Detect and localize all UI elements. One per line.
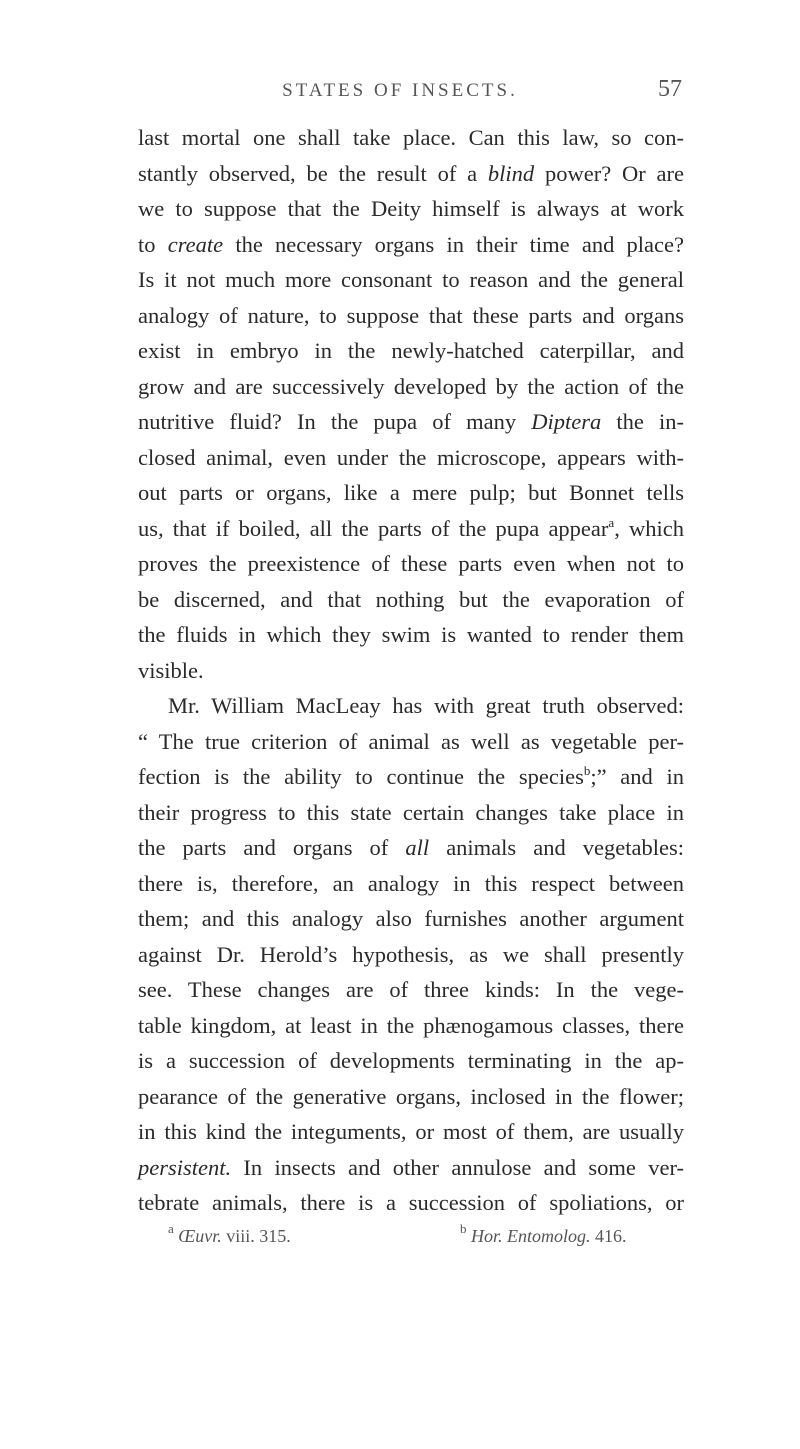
text-line: us, that if boiled, all the parts of the pupa appear$^a$, which — [138, 514, 684, 541]
emphasis: persistent. — [138, 1154, 232, 1180]
text-line: proves the preexistence of these parts even when not to — [138, 551, 684, 576]
text-line: nutritive fluid? In the pupa of many Diptera the in- — [138, 409, 684, 434]
footnote-a — [168, 1221, 291, 1247]
text-line: see. These changes are of three kinds: In the vege- — [138, 977, 684, 1002]
emphasis: Diptera — [531, 409, 602, 434]
text-line: their progress to this state certain changes take place in — [138, 799, 684, 825]
footnote-a-source: Œuvr. — [178, 1226, 222, 1246]
text-line: to create the necessary organs in their time and place? — [138, 231, 684, 257]
footnote-mark-b: b — [460, 1221, 467, 1236]
text-line: the parts and organs of all animals and vegetables: — [138, 835, 684, 860]
text-line: table kingdom, at least in the phænogamous classes, there — [138, 1012, 684, 1038]
running-head-title: STATES OF INSECTS. — [282, 80, 518, 101]
text-line: out parts or organs, like a mere pulp; but Bonnet tells — [138, 480, 684, 505]
text-line: there is, therefore, an analogy in this respect between — [138, 870, 684, 896]
text-line: pearance of the generative organs, inclosed in the flower; — [138, 1083, 684, 1109]
text-line: last mortal one shall take place. Can this law, so con- — [138, 125, 684, 150]
footnote-a-ref: viii. 315. — [221, 1226, 291, 1246]
text-line: we to suppose that the Deity himself is always at work — [138, 196, 684, 221]
text-line: exist in embryo in the newly-hatched caterpillar, and — [138, 338, 684, 363]
footnote-b-source: Hor. Entomolog. — [471, 1226, 591, 1246]
footnotes — [0, 1221, 800, 1256]
body-text — [138, 120, 684, 1221]
footnote-ref-b: b — [583, 763, 591, 778]
text-line: “ The true criterion of animal as well as vegetable per- — [138, 728, 684, 754]
footnote-ref-a: a — [608, 514, 615, 530]
text-line: fection is the ability to continue the species$^b$;” and in — [138, 763, 684, 789]
text-line: analogy of nature, to suppose that these parts and organs — [138, 302, 684, 328]
text-line: be discerned, and that nothing but the evaporation of — [138, 586, 684, 612]
text-line: against Dr. Herold’s hypothesis, as we shall presently — [138, 941, 684, 967]
text-line: persistent. In insects and other annulose and some ver- — [138, 1154, 684, 1180]
text-line: closed animal, even under the microscope, appears with- — [138, 444, 684, 470]
running-head — [0, 76, 800, 110]
text-line: them; and this analogy also furnishes another argument — [138, 906, 684, 931]
text-line: Mr. William MacLeay has with great truth observed: — [168, 693, 684, 718]
text-line: tebrate animals, there is a succession of spoliations, or — [138, 1190, 684, 1215]
text-line: stantly observed, be the result of a blind power? Or are — [138, 160, 684, 186]
text-line: grow and are successively developed by the action of the — [138, 373, 684, 399]
footnote-mark-a: a — [168, 1221, 174, 1236]
footnote-b-ref: 416. — [590, 1226, 627, 1246]
text-line: the fluids in which they swim is wanted to render them — [138, 622, 684, 647]
text-line: is a succession of developments terminating in the ap- — [138, 1048, 684, 1073]
emphasis: all — [405, 835, 430, 860]
footnote-b — [460, 1221, 627, 1247]
emphasis: create — [167, 231, 224, 257]
text-line: in this kind the integuments, or most of them, are usually — [138, 1119, 684, 1144]
page-number: 57 — [658, 76, 682, 102]
emphasis: blind — [487, 160, 535, 186]
text-line: Is it not much more consonant to reason and the general — [138, 267, 684, 292]
text-line: visible. — [138, 657, 204, 683]
